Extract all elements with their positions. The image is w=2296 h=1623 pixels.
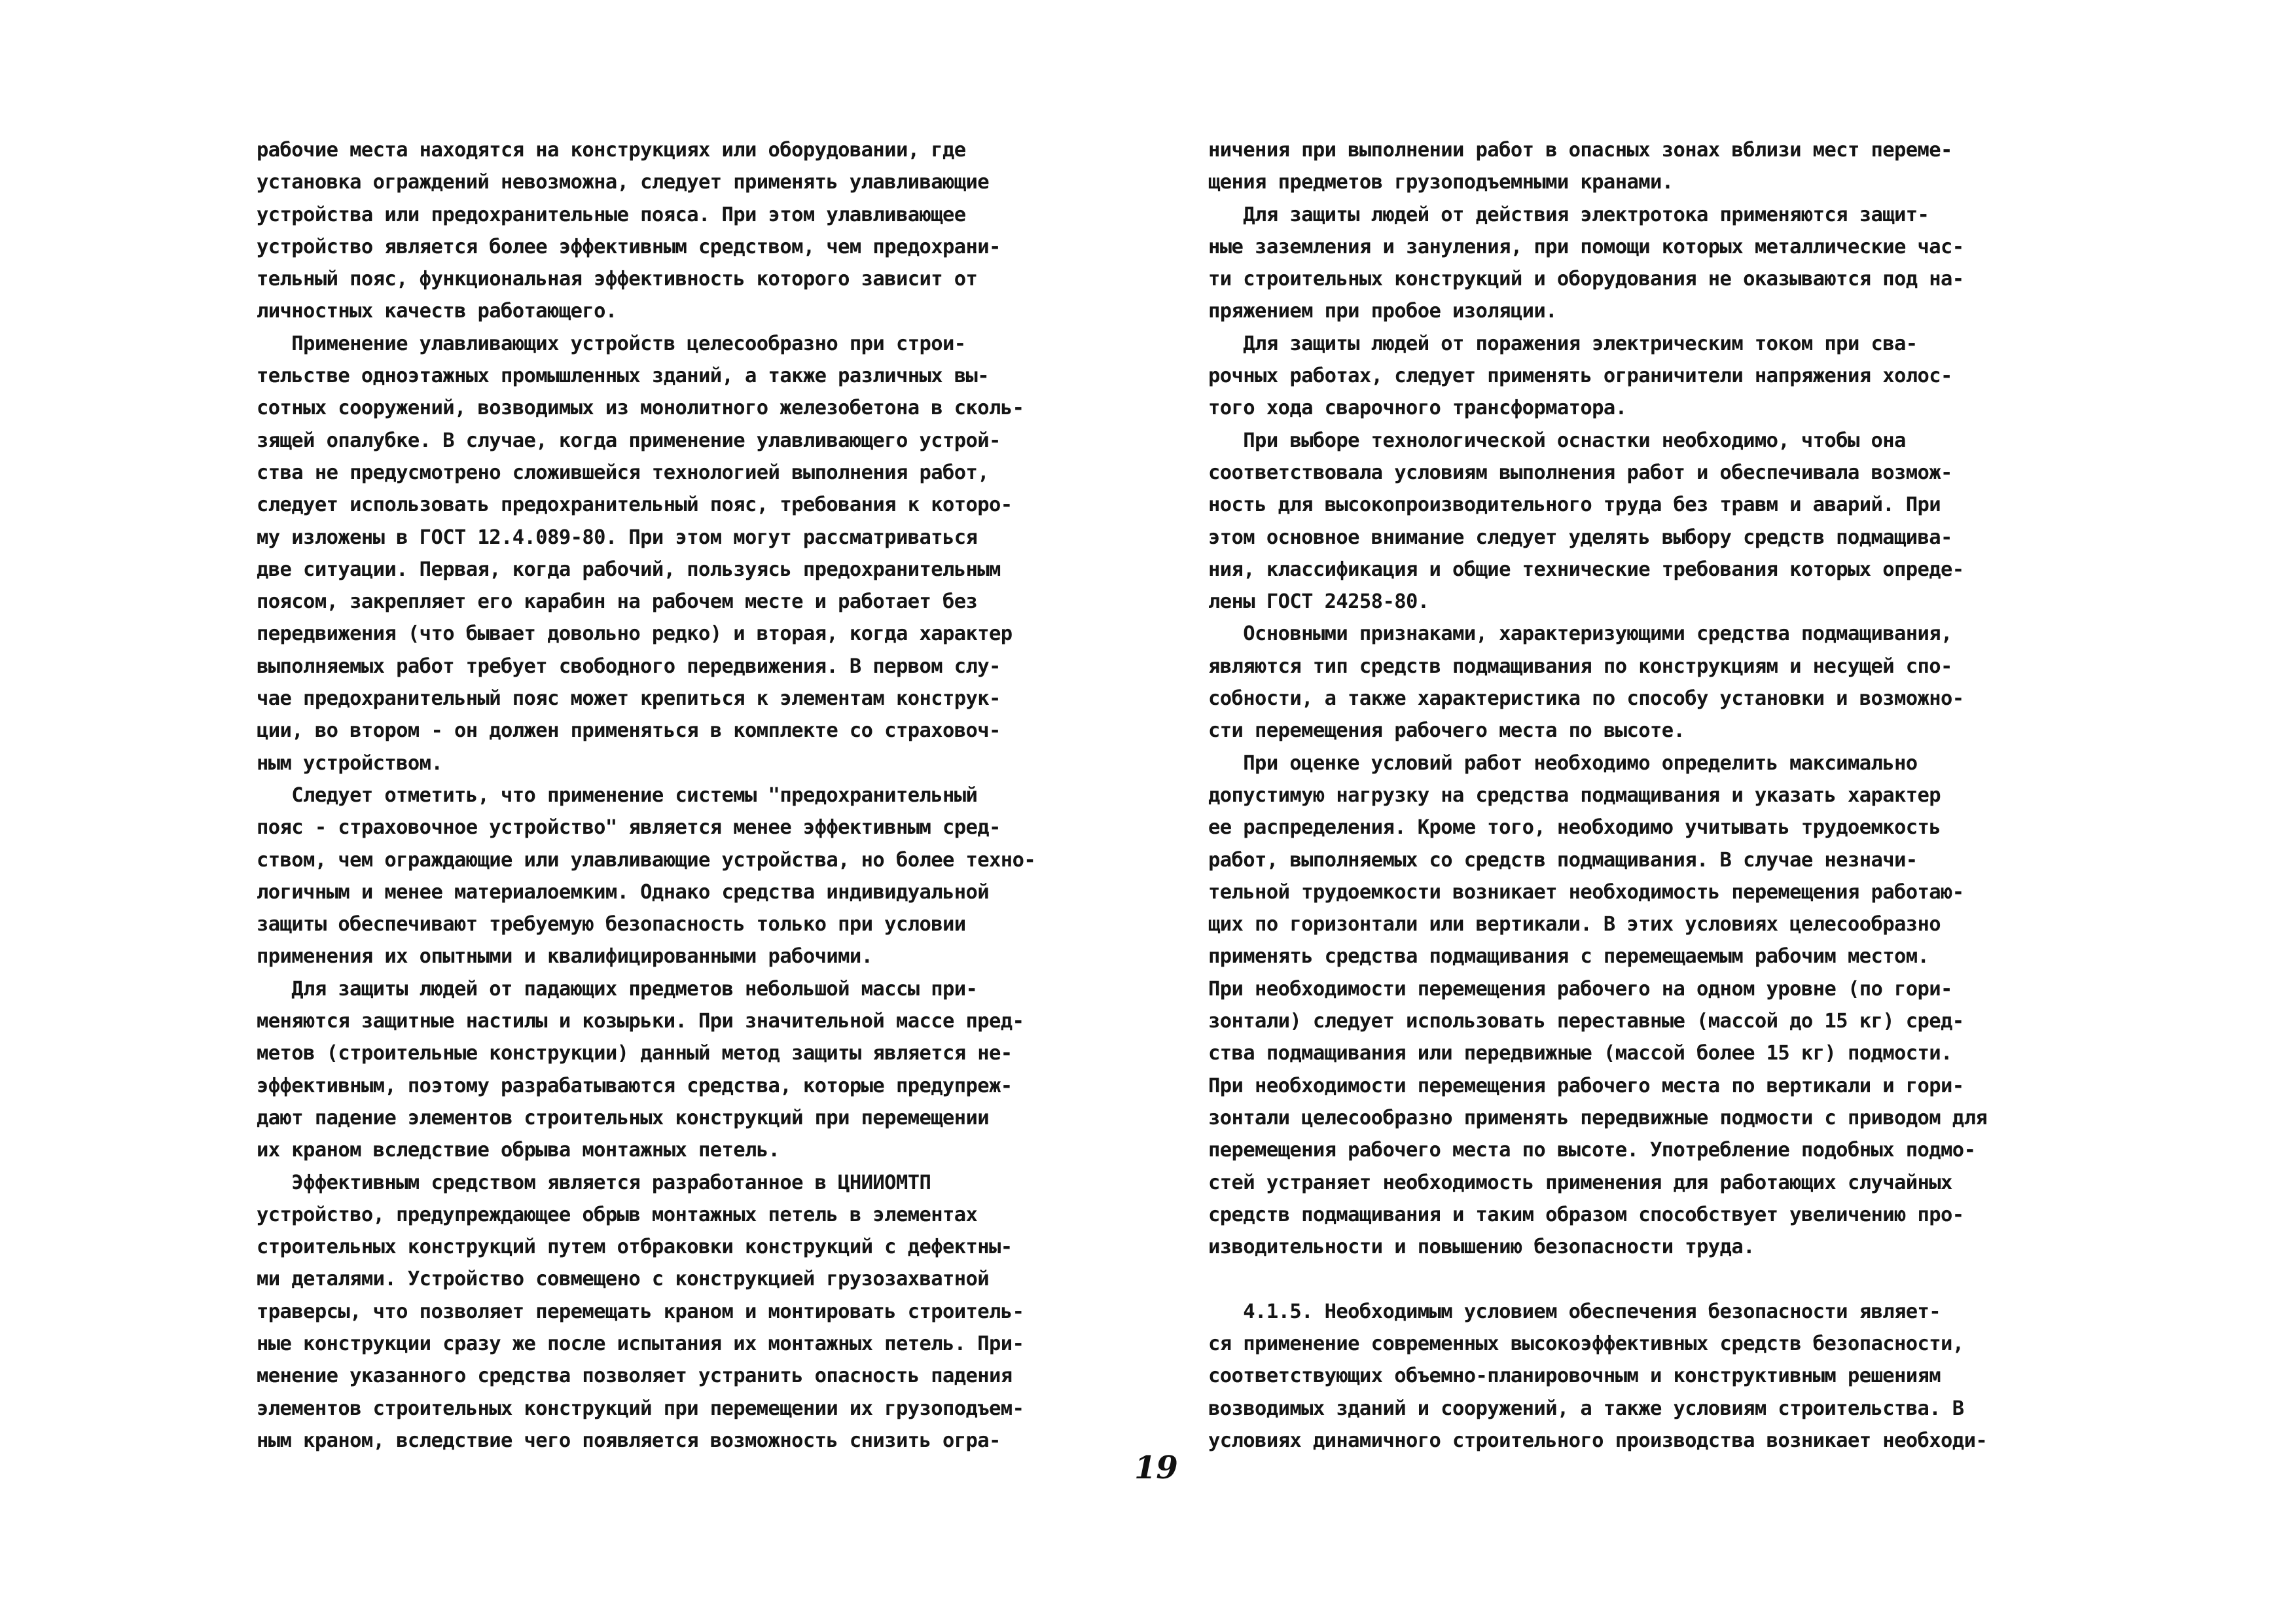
text-line: ничения при выполнении работ в опасных зонах вблизи мест переме- — [1208, 139, 1952, 162]
text-line: средств подмащивания и таким образом способствует увеличению про- — [1208, 1203, 1964, 1226]
left-column — [257, 134, 1134, 1457]
text-line: работ, выполняемых со средств подмащивания. В случае незначи- — [1208, 848, 1918, 872]
text-line: соответствующих объемно-планировочным и конструктивным решениям — [1208, 1364, 1941, 1388]
text-line: передвижения (что бывает довольно редко) и вторая, когда характер — [257, 622, 1013, 646]
text-line: допустимую нагрузку на средства подмащивания и указать характер — [1208, 783, 1941, 807]
text-line: выполняемых работ требует свободного передвижения. В первом слу- — [257, 654, 1001, 678]
text-line: зонтали) следует использовать переставные (массой до 15 кг) сред- — [1208, 1010, 1964, 1033]
text-line: ства не предусмотрено сложившейся технологией выполнения работ, — [257, 461, 990, 484]
text-line: зящей опалубке. В случае, когда применение улавливающего устрой- — [257, 429, 1001, 452]
text-line: являются тип средств подмащивания по конструкциям и несущей спо- — [1208, 654, 1952, 678]
text-line: устройства или предохранительные пояса. При этом улавливающее — [257, 203, 966, 226]
text-line: При необходимости перемещения рабочего места по вертикали и гори- — [1208, 1074, 1964, 1097]
text-line: щения предметов грузоподъемными кранами. — [1208, 171, 1674, 194]
text-line: защиты обеспечивают требуемую безопасность только при условии — [257, 913, 966, 936]
text-line: пряжением при пробое изоляции. — [1208, 300, 1557, 323]
text-line: Основными признаками, характеризующими средства подмащивания, — [1208, 622, 1952, 646]
text-line: изводительности и повышению безопасности труда. — [1208, 1236, 1755, 1259]
text-line: рабочие места находятся на конструкциях или оборудовании, где — [257, 139, 966, 162]
text-line: условиях динамичного строительного производства возникает необходи- — [1208, 1429, 1988, 1452]
text-line: При выборе технологической оснастки необходимо, чтобы она — [1208, 429, 1906, 452]
text-line: тельной трудоемкости возникает необходимость перемещения работаю- — [1208, 880, 1964, 904]
text-line: ции, во втором - он должен применяться в комплекте со страховоч- — [257, 719, 1001, 743]
text-line: При необходимости перемещения рабочего на одном уровне (по гори- — [1208, 977, 1952, 1001]
text-line: Для защиты людей от падающих предметов небольшой массы при- — [257, 977, 978, 1001]
text-line: сотных сооружений, возводимых из монолитного железобетона в сколь- — [257, 397, 1024, 420]
text-line: ния, классификация и общие технические требования которых опреде- — [1208, 558, 1964, 581]
text-line: лены ГОСТ 24258-80. — [1208, 590, 1429, 614]
text-line: ее распределения. Кроме того, необходимо учитывать трудоемкость — [1208, 816, 1941, 840]
text-line: ным устройством. — [257, 751, 443, 775]
text-line: менение указанного средства позволяет устранить опасность падения — [257, 1364, 1013, 1388]
text-line: соответствовала условиям выполнения работ и обеспечивала возмож- — [1208, 461, 1952, 484]
text-line: поясом, закрепляет его карабин на рабочем месте и работает без — [257, 590, 978, 614]
text-line: Для защиты людей от поражения электрическим током при сва- — [1208, 332, 1918, 355]
text-line: ся применение современных высокоэффективных средств безопасности, — [1208, 1332, 1964, 1355]
text-line — [1208, 1263, 2093, 1295]
text-line: установка ограждений невозможна, следует применять улавливающие — [257, 171, 990, 194]
text-line: ность для высокопроизводительного труда без травм и аварий. При — [1208, 493, 1941, 517]
text-line: При оценке условий работ необходимо определить максимально — [1208, 751, 1918, 775]
text-line: рочных работах, следует применять ограничители напряжения холос- — [1208, 365, 1952, 388]
text-line: эффективным, поэтому разрабатываются средства, которые предупреж- — [257, 1074, 1013, 1097]
text-line: ные заземления и зануления, при помощи которых металлические час- — [1208, 235, 1964, 259]
text-line: следует использовать предохранительный пояс, требования к которо- — [257, 493, 1013, 517]
text-line: ти строительных конструкций и оборудования не оказываются под на- — [1208, 268, 1964, 291]
text-line: применения их опытными и квалифицированными рабочими. — [257, 945, 873, 969]
text-line: личностных качеств работающего. — [257, 300, 617, 323]
text-line: ством, чем ограждающие или улавливающие устройства, но более техно- — [257, 848, 1036, 872]
text-line: логичным и менее материалоемким. Однако средства индивидуальной — [257, 880, 990, 904]
text-line: возводимых зданий и сооружений, а также условиям строительства. В — [1208, 1397, 1964, 1420]
text-line: меняются защитные настилы и козырьки. При значительной массе пред- — [257, 1010, 1024, 1033]
text-line: Эффективным средством является разработанное в ЦНИИОМТП — [257, 1171, 931, 1194]
text-line: собности, а также характеристика по способу установки и возможно- — [1208, 687, 1964, 711]
text-line: две ситуации. Первая, когда рабочий, пользуясь предохранительным — [257, 558, 1001, 581]
text-line: применять средства подмащивания с перемещаемым рабочим местом. — [1208, 945, 1929, 969]
text-line: перемещения рабочего места по высоте. Употребление подобных подмо- — [1208, 1139, 1976, 1162]
text-line: дают падение элементов строительных конструкций при перемещении — [257, 1106, 990, 1130]
text-line: ми деталями. Устройство совмещено с конструкцией грузозахватной — [257, 1268, 990, 1291]
text-line: устройство, предупреждающее обрыв монтажных петель в элементах — [257, 1203, 978, 1226]
text-line: ства подмащивания или передвижные (массой более 15 кг) подмости. — [1208, 1042, 1952, 1065]
text-line: устройство является более эффективным средством, чем предохрани- — [257, 235, 1001, 259]
text-line: траверсы, что позволяет перемещать краном и монтировать строитель- — [257, 1300, 1024, 1323]
text-line: му изложены в ГОСТ 12.4.089-80. При этом могут рассматриваться — [257, 526, 978, 549]
text-line: их краном вследствие обрыва монтажных петель. — [257, 1139, 780, 1162]
text-line: пояс - страховочное устройство" является менее эффективным сред- — [257, 816, 1001, 840]
text-line: Применение улавливающих устройств целесообразно при строи- — [257, 332, 966, 355]
text-line: метов (строительные конструкции) данный метод защиты является не- — [257, 1042, 1013, 1065]
text-line: 4.1.5. Необходимым условием обеспечения безопасности являет- — [1208, 1300, 1941, 1323]
text-line: тельстве одноэтажных промышленных зданий, а также различных вы- — [257, 365, 990, 388]
right-column — [1208, 134, 2093, 1457]
text-line: зонтали целесообразно применять передвижные подмости с приводом для — [1208, 1106, 1988, 1130]
text-line: чае предохранительный пояс может крепиться к элементам конструк- — [257, 687, 1001, 711]
text-line: стей устраняет необходимость применения для работающих случайных — [1208, 1171, 1952, 1194]
text-line: ные конструкции сразу же после испытания их монтажных петель. При- — [257, 1332, 1024, 1355]
text-line: того хода сварочного трансформатора. — [1208, 397, 1627, 420]
text-line: строительных конструкций путем отбраковки конструкций с дефектны- — [257, 1236, 1013, 1259]
text-line: щих по горизонтали или вертикали. В этих условиях целесообразно — [1208, 913, 1941, 936]
text-line: сти перемещения рабочего места по высоте. — [1208, 719, 1685, 743]
text-line: ным краном, вследствие чего появляется возможность снизить огра- — [257, 1429, 1001, 1452]
text-line: Для защиты людей от действия электротока применяются защит- — [1208, 203, 1929, 226]
text-line: тельный пояс, функциональная эффективность которого зависит от — [257, 268, 978, 291]
page-number: 19 — [1134, 1450, 1178, 1486]
text-line: Следует отметить, что применение системы "предохранительный — [257, 783, 978, 807]
text-line: этом основное внимание следует уделять выбору средств подмащива- — [1208, 526, 1952, 549]
text-line: элементов строительных конструкций при перемещении их грузоподъем- — [257, 1397, 1024, 1420]
